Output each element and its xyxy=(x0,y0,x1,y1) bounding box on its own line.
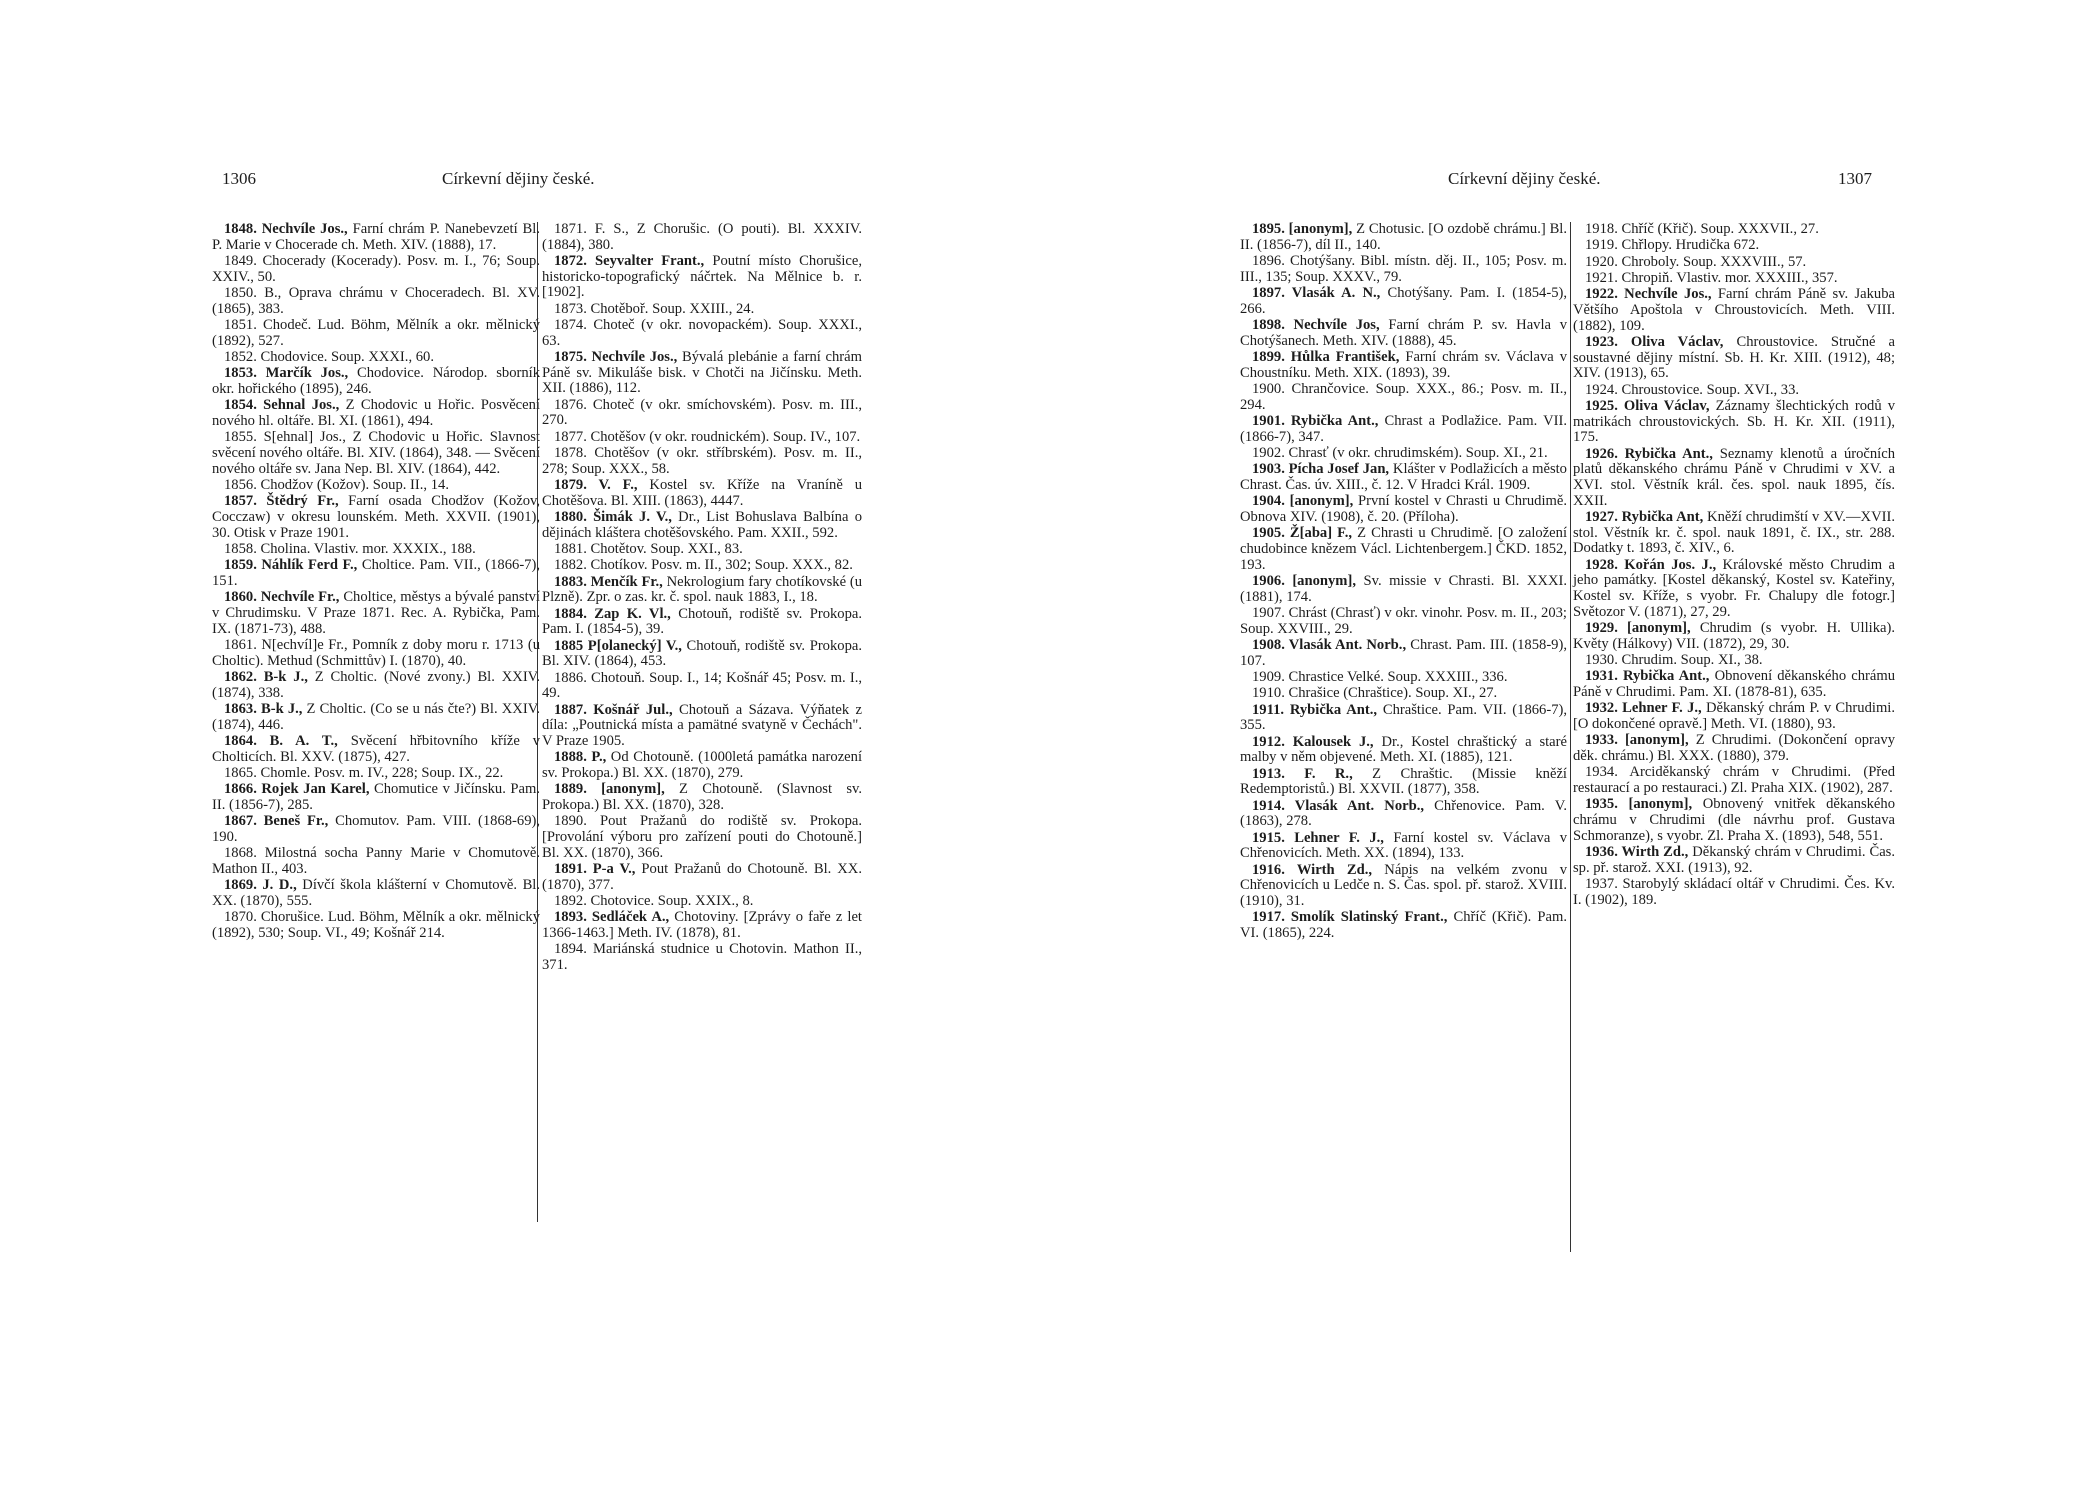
bibliography-entry xyxy=(542,398,862,429)
bibliography-entry xyxy=(542,254,862,301)
entry-text: 1874. Choteč (v okr. novopackém). Soup. XXXI., 63. xyxy=(542,317,862,349)
bibliography-entry xyxy=(1240,382,1567,413)
bibliography-entry xyxy=(542,222,862,253)
entry-author: 1885 P[olanecký] V., xyxy=(554,637,682,654)
entry-text: 1920. Chroboly. Soup. XXXVIII., 57. xyxy=(1585,253,1807,270)
bibliography-entry xyxy=(1240,703,1567,734)
bibliography-entry xyxy=(212,494,540,541)
entry-text: Chotouň, rodiště sv. Prokopa. Bl. XIV. (1864), 453. xyxy=(542,637,862,670)
bibliography-entry xyxy=(212,878,540,909)
entry-author: 1869. J. D., xyxy=(224,877,297,894)
bibliography-entry xyxy=(1240,863,1567,910)
bibliography-entry xyxy=(1573,271,1895,287)
bibliography-entry xyxy=(542,750,862,781)
entry-text: 1921. Chropiň. Vlastiv. mor. XXXIII., 357. xyxy=(1585,269,1838,286)
bibliography-entry xyxy=(542,942,862,973)
bibliography-entry xyxy=(212,478,540,494)
entry-author: 1927. Rybička Ant, xyxy=(1585,509,1704,525)
entry-text: 1919. Chřlopy. Hrudička 672. xyxy=(1585,237,1760,254)
bibliography-entry xyxy=(1573,447,1895,510)
entry-text: Dívčí škola klášterní v Chomutově. Bl. XX. (1870), 555. xyxy=(212,877,541,909)
entry-text: Z Choltic. (Nové zvony.) Bl. XXIV. (1874), 338. xyxy=(212,669,540,701)
entry-text: Seznamy klenotů a úročních platů děkanského chrámu Páně v Chrudimi v XV. a XVI. stol. Věstník král. čes. spol. nauk 1895, čís. XXII. xyxy=(1573,445,1895,509)
bibliography-entry xyxy=(542,575,862,606)
entry-text: 1882. Chotíkov. Posv. m. II., 302; Soup. XXX., 82. xyxy=(554,557,853,574)
bibliography-entry xyxy=(1240,638,1567,669)
entry-text: 1881. Chotětov. Soup. XXI., 83. xyxy=(554,541,743,557)
entry-author: 1854. Sehnal Jos., xyxy=(224,397,340,414)
entry-text: Chřenovice. Pam. V. (1863), 278. xyxy=(1240,797,1567,830)
entry-author: 1889. [anonym], xyxy=(554,781,665,798)
entry-text: 1892. Chotovice. Soup. XXIX., 8. xyxy=(554,893,754,909)
entry-text: Chrast. Pam. III. (1858-9), 107. xyxy=(1240,637,1567,669)
entry-author: 1884. Zap K. Vl., xyxy=(554,605,671,622)
entry-text: Chomutice v Jičínsku. Pam. II. (1856-7), 285. xyxy=(212,781,540,813)
entry-author: 1879. V. F., xyxy=(554,477,638,493)
entry-text: Z Chraštic. (Missie kněží Redemptoristů.) Bl. XXVII. (1877), 358. xyxy=(1240,765,1567,798)
entry-text: Dr., List Bohuslava Balbína o dějinách kláštera chotěšovského. Pam. XXII., 592. xyxy=(542,509,862,541)
bibliography-entry xyxy=(542,430,862,446)
bibliography-entry xyxy=(212,782,540,813)
right-page-column-1 xyxy=(1240,222,1567,942)
entry-text: Farní chrám Páně sv. Jakuba Většího Apoštola v Chroustovicích. Meth. VIII. (1882), 109. xyxy=(1573,286,1895,334)
bibliography-entry xyxy=(542,894,862,910)
bibliography-entry xyxy=(212,702,540,733)
entry-text: První kostel v Chrasti u Chrudimě. Obnova XIV. (1908), č. 20. (Příloha). xyxy=(1240,493,1567,525)
entry-text: Klášter v Podlažicích a město Chrast. Čas. úv. XIII., č. 12. V Hradci Král. 1909. xyxy=(1240,461,1567,493)
entry-author: 1916. Wirth Zd., xyxy=(1252,861,1373,878)
entry-text: Chodovice. Národop. sborník okr. hořického (1895), 246. xyxy=(212,365,540,397)
entry-text: Nekrologium fary chotíkovské (u Plzně). Zpr. o zas. kr. č. spol. nauk 1883, I., 18. xyxy=(542,573,863,606)
entry-text: Poutní místo Chorušice, historicko-topografický náčrtek. Na Mělnice b. r. [1902]. xyxy=(542,253,862,301)
entry-text: 1886. Chotouň. Soup. I., 14; Košnář 45; Posv. m. I., 49. xyxy=(542,669,862,702)
entry-text: Chrast a Podlažice. Pam. VII. (1866-7), 347. xyxy=(1240,413,1567,445)
bibliography-entry xyxy=(542,318,862,349)
bibliography-entry xyxy=(542,446,862,477)
entry-text: Farní chrám P. Nanebevzetí Bl. P. Marie v Chocerade ch. Meth. XIV. (1888), 17. xyxy=(212,221,540,253)
entry-text: Pout Pražanů do Chotouně. Bl. XX. (1870), 377. xyxy=(542,861,862,893)
entry-text: Bývalá plebánie a farní chrám Páně sv. Mikuláše bisk. v Chotči na Jičínsku. Meth. XII. (1886), 112. xyxy=(542,349,862,397)
entry-text: 1865. Chomle. Posv. m. IV., 228; Soup. IX., 22. xyxy=(224,765,504,781)
entry-author: 1875. Nechvíle Jos., xyxy=(554,349,678,365)
entry-text: 1930. Chrudim. Soup. XI., 38. xyxy=(1585,652,1763,669)
entry-author: 1893. Sedláček A., xyxy=(554,909,670,926)
entry-text: 1894. Mariánská studnice u Chotovin. Mathon II., 371. xyxy=(542,941,862,973)
bibliography-entry xyxy=(542,703,862,750)
entry-text: Sv. missie v Chrasti. Bl. XXXI. (1881), 174. xyxy=(1240,573,1567,605)
bibliography-entry xyxy=(1573,383,1895,399)
entry-text: 1871. F. S., Z Chorušic. (O pouti). Bl. XXXIV. (1884), 380. xyxy=(542,221,862,253)
entry-text: 1856. Chodžov (Kožov). Soup. II., 14. xyxy=(224,477,449,493)
bibliography-entry xyxy=(1240,462,1567,493)
bibliography-entry xyxy=(1240,574,1567,605)
entry-text: Obnovený vnitřek děkanského chrámu v Chrudimi (dle návrhu prof. Gustava Schmoranze), s vyobr. Zl. Praha X. (1893), 548, 551. xyxy=(1573,796,1895,844)
entry-author: 1906. [anonym], xyxy=(1252,573,1356,589)
entry-text: Choltice. Pam. VII., (1866-7), 151. xyxy=(212,557,540,589)
bibliography-entry xyxy=(212,910,540,941)
entry-author: 1903. Pícha Josef Jan, xyxy=(1252,461,1390,478)
entry-text: Chotoviny. [Zprávy o faře z let 1366-1463.] Meth. IV. (1878), 81. xyxy=(542,909,862,941)
entry-text: 1868. Milostná socha Panny Marie v Chomutově. Mathon II., 403. xyxy=(212,845,540,877)
left-page-number: 1306 xyxy=(222,169,256,188)
bibliography-entry xyxy=(542,782,862,813)
entry-author: 1883. Menčík Fr., xyxy=(554,573,663,590)
entry-text: 1849. Chocerady (Kocerady). Posv. m. I., 76; Soup. XXIV., 50. xyxy=(212,253,540,285)
entry-text: Od Chotouně. (1000letá památka narození sv. Prokopa.) Bl. XX. (1870), 279. xyxy=(542,749,863,781)
entry-text: Choltice, městys a bývalé panství v Chrudimsku. V Praze 1871. Rec. A. Rybička, Pam. IX. (1871-73), 488. xyxy=(212,589,540,637)
bibliography-entry xyxy=(212,670,540,701)
entry-text: Z Chrudimi. (Dokončení opravy děk. chrámu.) Bl. XXX. (1880), 379. xyxy=(1573,732,1895,765)
entry-text: 1852. Chodovice. Soup. XXXI., 60. xyxy=(224,349,434,365)
bibliography-entry xyxy=(1240,686,1567,702)
entry-text: Farní kostel sv. Václava v Chřenovicích. Meth. XX. (1894), 133. xyxy=(1240,829,1568,862)
entry-author: 1863. B-k J., xyxy=(224,701,303,717)
entry-author: 1908. Vlasák Ant. Norb., xyxy=(1252,637,1407,653)
entry-author: 1912. Kalousek J., xyxy=(1252,733,1374,750)
bibliography-entry xyxy=(542,478,862,509)
entry-author: 1928. Kořán Jos. J., xyxy=(1585,556,1717,573)
left-page-column-divider xyxy=(537,222,538,1222)
entry-text: Chotouň a Sázava. Výňatek z díla: „Poutnická místa a pamätné svatyně v Čechách". V Praze 1905. xyxy=(542,701,862,749)
entry-author: 1864. B. A. T., xyxy=(224,733,338,749)
bibliography-entry xyxy=(212,350,540,366)
entry-author: 1888. P., xyxy=(554,749,607,766)
entry-author: 1929. [anonym], xyxy=(1585,620,1691,637)
entry-text: 1937. Starobylý skládací oltář v Chrudimi. Čes. Kv. I. (1902), 189. xyxy=(1573,876,1895,908)
bibliography-entry xyxy=(542,862,862,893)
entry-author: 1853. Marčík Jos., xyxy=(224,365,349,382)
bibliography-entry xyxy=(1240,735,1567,766)
entry-text: Nápis na velkém zvonu v Chřenovicích u Ledče n. S. Čas. spol. př. starož. XVIII. (1910), 31. xyxy=(1240,861,1567,909)
bibliography-entry xyxy=(1573,845,1895,876)
bibliography-entry xyxy=(542,910,862,941)
right-page-running-title: Církevní dějiny české. xyxy=(1448,169,1601,188)
entry-author: 1880. Šimák J. V., xyxy=(554,509,672,525)
left-page-running-title: Církevní dějiny české. xyxy=(442,169,595,188)
entry-author: 1857. Štědrý Fr., xyxy=(224,493,339,510)
bibliography-entry xyxy=(212,558,540,589)
entry-author: 1862. B-k J., xyxy=(224,669,308,685)
entry-author: 1925. Oliva Václav, xyxy=(1585,397,1710,414)
bibliography-entry xyxy=(212,222,540,253)
entry-text: 1870. Chorušice. Lud. Böhm, Mělník a okr. mělnický (1892), 530; Soup. VI., 49; Košnář 214. xyxy=(212,909,540,941)
bibliography-entry xyxy=(1573,238,1895,254)
entry-author: 1911. Rybička Ant., xyxy=(1252,701,1378,718)
bibliography-entry xyxy=(212,846,540,877)
bibliography-entry xyxy=(1573,255,1895,271)
bibliography-entry xyxy=(212,254,540,285)
entry-author: 1887. Košnář Jul., xyxy=(554,701,673,718)
entry-author: 1936. Wirth Zd., xyxy=(1585,844,1689,861)
bibliography-entry xyxy=(212,814,540,845)
entry-author: 1933. [anonym], xyxy=(1585,732,1689,749)
entry-text: Chrudim (s vyobr. H. Ullika). Květy (Hálkovy) VII. (1872), 29, 30. xyxy=(1573,620,1895,652)
bibliography-entry xyxy=(542,350,862,397)
entry-text: 1907. Chrást (Chrasť) v okr. vinohr. Posv. m. II., 203; Soup. XXVIII., 29. xyxy=(1240,605,1567,637)
entry-text: Děkanský chrám P. v Chrudimi. [O dokončené opravě.] Meth. VI. (1880), 93. xyxy=(1573,700,1895,733)
entry-author: 1897. Vlasák A. N., xyxy=(1252,285,1381,301)
entry-text: 1878. Chotěšov (v okr. stříbrském). Posv. m. II., 278; Soup. XXX., 58. xyxy=(542,445,862,477)
entry-text: Svěcení hřbitovního kříže v Cholticích. Bl. XXV. (1875), 427. xyxy=(212,733,541,765)
entry-text: Chomutov. Pam. VIII. (1868-69), 190. xyxy=(212,813,541,845)
entry-author: 1922. Nechvíle Jos., xyxy=(1585,286,1712,303)
entry-text: Z Chotusic. [O ozdobě chrámu.] Bl. II. (1856-7), díl II., 140. xyxy=(1240,221,1568,253)
bibliography-entry xyxy=(212,766,540,782)
bibliography-entry xyxy=(212,318,540,349)
bibliography-entry xyxy=(1240,222,1567,253)
entry-author: 1914. Vlasák Ant. Norb., xyxy=(1252,797,1425,814)
entry-text: Kostel sv. Kříže na Vraníně u Chotěšova. Bl. XIII. (1863), 4447. xyxy=(542,477,862,509)
bibliography-entry xyxy=(1240,606,1567,637)
entry-text: 1873. Chotěboř. Soup. XXIII., 24. xyxy=(554,300,755,317)
bibliography-entry xyxy=(1240,910,1567,941)
bibliography-entry xyxy=(1573,287,1895,334)
right-page-column-2 xyxy=(1573,222,1895,909)
bibliography-entry xyxy=(1240,670,1567,686)
bibliography-entry xyxy=(1240,526,1567,573)
entry-text: Z Chrasti u Chrudimě. [O založení chudobince knězem Václ. Lichtenbergem.] ČKD. 1852, 193. xyxy=(1240,525,1567,573)
entry-text: 1850. B., Oprava chrámu v Choceradech. Bl. XV. (1865), 383. xyxy=(212,285,540,317)
entry-text: Farní osada Chodžov (Kožov, Cocczaw) v okresu lounském. Meth. XXVII. (1901), 30. Otisk v Praze 1901. xyxy=(212,493,540,541)
entry-text: 1918. Chříč (Křič). Soup. XXXVII., 27. xyxy=(1585,221,1819,237)
entry-text: Kněží chrudimští v XV.—XVII. stol. Věstník kr. č. spol. nauk 1891, č. IX., str. 288. Dodatky t. 1893, č. XIV., 6. xyxy=(1573,509,1895,557)
entry-text: 1934. Arciděkanský chrám v Chrudimi. (Před restaurací a po restauraci.) Zl. Praha XIX. (1902), 287. xyxy=(1573,764,1895,797)
entry-author: 1904. [anonym], xyxy=(1252,493,1354,510)
bibliography-entry xyxy=(1573,765,1895,796)
entry-author: 1860. Nechvíle Fr., xyxy=(224,589,340,606)
entry-text: 1900. Chrančovice. Soup. XXX., 86.; Posv. m. II., 294. xyxy=(1240,381,1567,413)
bibliography-entry xyxy=(212,286,540,317)
bibliography-entry xyxy=(212,398,540,429)
entry-text: Chotýšany. Pam. I. (1854-5), 266. xyxy=(1240,285,1567,317)
bibliography-entry xyxy=(212,590,540,637)
bibliography-entry xyxy=(1240,799,1567,830)
bibliography-entry xyxy=(1240,414,1567,445)
entry-text: 1890. Pout Pražanů do rodiště sv. Prokopa. [Provolání výboru pro zařízení pouti do Chotouně.] Bl. XX. (1870), 366. xyxy=(542,813,862,861)
entry-author: 1931. Rybička Ant., xyxy=(1585,668,1710,685)
entry-text: Dr., Kostel chraštický a staré malby v něm objevené. Meth. XI. (1885), 121. xyxy=(1240,733,1567,766)
entry-text: 1909. Chrastice Velké. Soup. XXXIII., 336. xyxy=(1252,669,1508,685)
left-page-column-1 xyxy=(212,222,540,942)
bibliography-entry xyxy=(1240,286,1567,317)
bibliography-entry xyxy=(212,542,540,558)
bibliography-entry xyxy=(1573,399,1895,446)
entry-text: 1851. Chodeč. Lud. Böhm, Mělník a okr. mělnický (1892), 527. xyxy=(212,317,540,349)
bibliography-entry xyxy=(1240,446,1567,462)
entry-author: 1923. Oliva Václav, xyxy=(1585,333,1724,350)
entry-text: 1896. Chotýšany. Bibl. místn. děj. II., 105; Posv. m. III., 135; Soup. XXXV., 79. xyxy=(1240,253,1567,285)
entry-author: 1935. [anonym], xyxy=(1585,796,1693,813)
bibliography-entry xyxy=(1573,877,1895,908)
bibliography-entry xyxy=(212,430,540,477)
entry-text: 1861. N[echvíl]e Fr., Pomník z doby moru r. 1713 (u Choltic). Methud (Schmittův) I. (1870), 40. xyxy=(212,637,540,669)
entry-author: 1867. Beneš Fr., xyxy=(224,813,329,830)
entry-text: Farní chrám P. sv. Havla v Chotýšanech. Meth. XIV. (1888), 45. xyxy=(1240,317,1567,349)
entry-author: 1913. F. R., xyxy=(1252,765,1353,782)
bibliography-entry xyxy=(1573,222,1895,238)
entry-text: Chroustovice. Stručné a soustavné dějiny místní. Sb. H. Kr. XIII. (1912), 48; XIV. (1913), 65. xyxy=(1573,333,1895,382)
entry-author: 1917. Smolík Slatinský Frant., xyxy=(1252,909,1448,926)
entry-text: 1858. Cholina. Vlastiv. mor. XXXIX., 188. xyxy=(224,541,476,557)
entry-text: Královské město Chrudim a jeho památky. [Kostel děkanský, Kostel sv. Kateřiny, Kostel sv. Kříže, s vyobr. Fr. Chalupy dle fotogr.] Světozor V. (1871), 27, 29. xyxy=(1573,556,1895,620)
bibliography-entry xyxy=(1240,350,1567,381)
entry-text: Z Chotouně. (Slavnost sv. Prokopa.) Bl. XX. (1870), 328. xyxy=(542,781,862,813)
bibliography-entry xyxy=(542,542,862,558)
bibliography-entry xyxy=(1240,254,1567,285)
entry-text: 1855. S[ehnal] Jos., Z Chodovic u Hořic. Slavnost svěcení nového oltáře. Bl. XIV. (1864), 348. — Svěcení nového oltáře sv. Jana Nep. Bl. XIV. (1864), 442. xyxy=(212,429,540,477)
entry-author: 1905. Ž[aba] F., xyxy=(1252,525,1353,542)
bibliography-entry xyxy=(542,302,862,318)
entry-author: 1932. Lehner F. J., xyxy=(1585,700,1702,717)
entry-text: Děkanský chrám v Chrudimi. Čas. sp. př. starož. XXI. (1913), 92. xyxy=(1573,844,1895,876)
bibliography-entry xyxy=(1240,767,1567,798)
bibliography-entry xyxy=(542,607,862,638)
bibliography-entry xyxy=(1240,831,1567,862)
bibliography-entry xyxy=(542,639,862,670)
entry-text: Z Choltic. (Co se u nás čte?) Bl. XXIV. (1874), 446. xyxy=(212,701,540,733)
entry-text: Farní chrám sv. Václava v Choustníku. Meth. XIX. (1893), 39. xyxy=(1240,349,1567,381)
entry-text: Obnovení děkanského chrámu Páně v Chrudimi. Pam. XI. (1878-81), 635. xyxy=(1573,668,1895,701)
entry-author: 1901. Rybička Ant., xyxy=(1252,413,1379,429)
entry-text: 1876. Choteč (v okr. smíchovském). Posv. m. III., 270. xyxy=(542,396,862,429)
bibliography-entry xyxy=(1573,335,1895,382)
entry-text: 1877. Chotěšov (v okr. roudnickém). Soup. IV., 107. xyxy=(554,428,861,445)
entry-author: 1872. Seyvalter Frant., xyxy=(554,253,705,269)
entry-author: 1898. Nechvíle Jos, xyxy=(1252,317,1380,333)
bibliography-entry xyxy=(1573,701,1895,732)
bibliography-entry xyxy=(1573,653,1895,669)
bibliography-entry xyxy=(1573,558,1895,621)
entry-author: 1866. Rojek Jan Karel, xyxy=(224,781,370,798)
bibliography-entry xyxy=(542,510,862,541)
bibliography-entry xyxy=(1573,733,1895,764)
bibliography-entry xyxy=(212,366,540,397)
entry-author: 1926. Rybička Ant., xyxy=(1585,445,1713,462)
right-page-column-divider xyxy=(1570,222,1571,1252)
entry-author: 1895. [anonym], xyxy=(1252,221,1353,237)
entry-author: 1848. Nechvíle Jos., xyxy=(224,221,348,237)
bibliography-entry xyxy=(542,671,862,702)
entry-author: 1891. P-a V., xyxy=(554,861,636,877)
entry-text: Chříč (Křič). Pam. VI. (1865), 224. xyxy=(1240,909,1567,941)
entry-text: Z Chodovic u Hořic. Posvěcení nového hl. oltáře. Bl. XI. (1861), 494. xyxy=(212,397,540,429)
entry-author: 1915. Lehner F. J., xyxy=(1252,829,1384,846)
bibliography-entry xyxy=(212,638,540,669)
entry-author: 1899. Hůlka František, xyxy=(1252,349,1400,365)
entry-text: 1910. Chrašice (Chraštice). Soup. XI., 27. xyxy=(1252,685,1498,702)
entry-text: Chraštice. Pam. VII. (1866-7), 355. xyxy=(1240,701,1567,734)
right-page-number: 1307 xyxy=(1838,169,1872,188)
bibliography-entry xyxy=(542,814,862,861)
bibliography-entry xyxy=(1240,494,1567,525)
bibliography-entry xyxy=(1240,318,1567,349)
left-page-column-2 xyxy=(542,222,862,974)
bibliography-entry xyxy=(212,734,540,765)
entry-text: 1902. Chrasť (v okr. chrudimském). Soup. XI., 21. xyxy=(1252,445,1548,461)
bibliography-entry xyxy=(1573,621,1895,652)
bibliography-entry xyxy=(1573,510,1895,557)
entry-text: 1924. Chroustovice. Soup. XVI., 33. xyxy=(1585,381,1800,398)
entry-text: Chotouň, rodiště sv. Prokopa. Pam. I. (1854-5), 39. xyxy=(542,605,863,638)
bibliography-entry xyxy=(542,558,862,574)
entry-author: 1859. Náhlík Ferd F., xyxy=(224,557,358,574)
bibliography-entry xyxy=(1573,669,1895,700)
bibliography-entry xyxy=(1573,797,1895,844)
entry-text: Záznamy šlechtických rodů v matrikách chroustovických. Sb. H. Kr. XII. (1911), 175. xyxy=(1573,397,1895,446)
